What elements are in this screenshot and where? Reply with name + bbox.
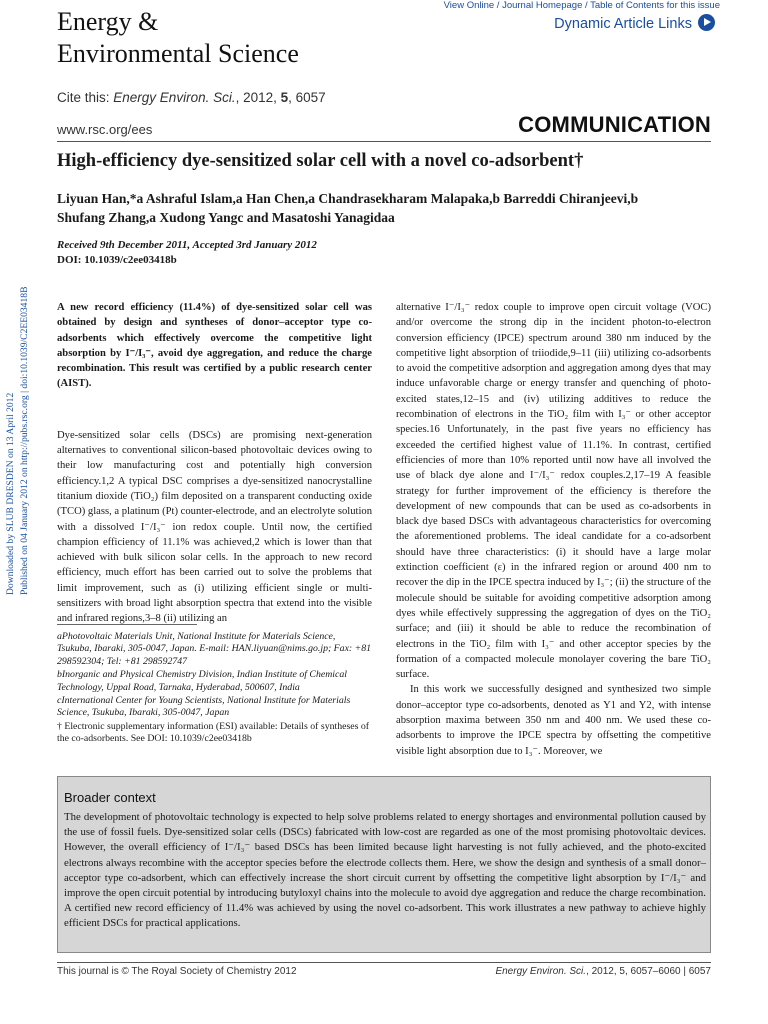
- download-sidebar: [3, 60, 31, 600]
- body-column-left: [57, 300, 372, 627]
- header-divider: [57, 141, 711, 142]
- play-arrow-icon[interactable]: [698, 14, 715, 31]
- journal-url[interactable]: www.rsc.org/ees: [57, 122, 153, 137]
- footer-divider: [57, 962, 711, 963]
- journal-name: [57, 6, 299, 70]
- article-doi[interactable]: DOI: 10.1039/c2ee03418b: [57, 254, 177, 266]
- affiliation-c: cInternational Center for Young Scientists, National Institute for Materials Science, Tsukuba, Ibaraki, 305-0047, Japan: [57, 695, 351, 719]
- article-dates: [57, 238, 317, 268]
- affiliation-footnotes: [57, 631, 372, 747]
- cite-page: , 6057: [288, 90, 326, 105]
- body-paragraph: In this work we successfully designed and synthesized two simple donor–acceptor type co-adsorbents, denoted as Y1 and Y2, with intense absorption maxima between 350 nm and 400 nm. We used these co-adsorbents to improve the IPCE spectra by offsetting the competitive visible light absorption due to I₃⁻. Moreover, we: [396, 684, 711, 757]
- author-line-1: Liyuan Han,*a Ashraful Islam,a Han Chen,a Chandrasekharam Malapaka,b Barreddi Chiranjeevi,b: [57, 191, 639, 206]
- affiliation-a: aPhotovoltaic Materials Unit, National Institute for Materials Science, Tsukuba, Ibaraki, 305-0047, Japan. E-mail: HAN.liyuan@nims.go.jp; Fax: +81 298592304; Tel: +81 298592747: [57, 631, 372, 667]
- footer-journal: Energy Environ. Sci.: [495, 966, 587, 977]
- cite-volume: 5: [280, 90, 289, 105]
- published-on-text[interactable]: Published on 04 January 2012 on http://pubs.rsc.org | doi:10.1039/C2EE03418B: [19, 286, 30, 595]
- article-title: High-efficiency dye-sensitized solar cell with a novel co-adsorbent†: [57, 151, 584, 171]
- article-type: COMMUNICATION: [518, 112, 711, 137]
- broader-context-heading: Broader context: [64, 790, 156, 805]
- author-line-2: Shufang Zhang,a Xudong Yangc and Masatoshi Yanagidaa: [57, 210, 395, 225]
- author-list: [57, 189, 717, 227]
- dynamic-article-links-label[interactable]: Dynamic Article Links: [554, 16, 692, 32]
- broader-context-text: The development of photovoltaic technology is expected to help solve problems related to energy shortages and environmental pollution caused by the use of fossil fuels. Dye-sensitized solar cells (DSCs) fabricated with low-cost are regarded as one of the most promising photovoltaic devices. However, the overall efficiency of I⁻/I₃⁻ based DSCs has been limited because light harvesting is not fully achieved, and the photo-excited electrons always recombine with the acceptor species before the electrode collects them. Here, we show the design and synthesis of a small donor–acceptor type co-adsorbent, which can effectively increase the short circuit current by offsetting the competitive light absorption by I⁻/I₃⁻ and improve the open circuit potential by introducing butyloxyl chains into the molecule to avoid dye aggregation and reduce the charge recombination. A certified new record efficiency of 11.4% was achieved by using the novel co-adsorbent. This work illustrates a new pathway to achieve highly efficient DSCs for practical applications.: [64, 811, 706, 930]
- footnote-divider: [57, 624, 197, 625]
- page-citation: [430, 966, 711, 977]
- abstract: A new record efficiency (11.4%) of dye-sensitized solar cell was obtained by design and syntheses of donor–acceptor type co-adsorbents which effectively overcome the competitive light absorption by I⁻/I₃⁻, avoid dye aggregation, and reduce the charge recombination. This result was certified by a public research center (AIST).: [57, 302, 372, 390]
- affiliation-b: bInorganic and Physical Chemistry Division, Indian Institute of Chemical Technology, Uppal Road, Tarnaka, Hyderabad, 500607, India: [57, 669, 347, 693]
- downloaded-by-text: Downloaded by SLUB DRESDEN on 13 April 2012: [5, 392, 16, 595]
- dynamic-article-links[interactable]: [540, 14, 715, 32]
- copyright-notice: This journal is © The Royal Society of Chemistry 2012: [57, 966, 297, 977]
- body-paragraph: alternative I⁻/I₃⁻ redox couple to improve open circuit voltage (VOC) and/or overcome the strong dip in the incident photon-to-electron conversion efficiency (IPCE) spectrum around 380 nm induced by the competitive light absorption of triiodide,9–11 (iii) utilizing co-adsorbents to avoid the competitive adsorption and aggregation among dyes that may induce unfavorable charge or energy transfer and quenching of photo-excited states,12–15 and (iv) utilizing additives to reduce the recombination of electrons in the TiO₂ film with I₃⁻ or other acceptor species.16 Unfortunately, in the past five years no efficiency has exceeded the certified highest value of 11.1%. In contrast, certified efficiencies of more than 10% reported until now have all involved the use of black dye alone and I⁻/I₃⁻ redox couples.2,17–19 A feasible strategy for further improvement of the efficiency is therefore the development of new compounds that can be used as co-adsorbents in black dye based DSCs with advantageous characteristics for overcoming the aforementioned problems. The ideal candidate for a co-adsorbent should have three characteristics: (i) it should have a large molar extinction coefficient (ε) in the infrared region or around 400 nm to recover the dip in the IPCE spectra induced by I₃⁻; (ii) the structure of the molecule should be suitable for avoiding competitive adsorption among dyes while effectively suppressing the aggregation of dyes on the TiO₂ surface; and (iii) it should be able to reduce the recombination of electrons in the TiO₂ film with I₃⁻ and other acceptor species by the formation of a compacted molecule monolayer covering the bare TiO₂ surface.: [396, 302, 711, 681]
- body-column-right: [396, 300, 711, 759]
- journal-name-line2: Environmental Science: [57, 39, 299, 68]
- cite-prefix: Cite this:: [57, 90, 114, 105]
- journal-navigation-links[interactable]: View Online / Journal Homepage / Table of Contents for this issue: [443, 0, 720, 11]
- cite-journal: Energy Environ. Sci.: [113, 90, 236, 105]
- footer-pages: , 2012, 5, 6057–6060 | 6057: [586, 966, 711, 977]
- esi-note: † Electronic supplementary information (ESI) available: Details of syntheses of the co-adsorbents. See DOI: 10.1039/c2ee03418b: [57, 720, 370, 745]
- cite-year: , 2012,: [235, 90, 281, 105]
- body-paragraph: Dye-sensitized solar cells (DSCs) are promising next-generation alternatives to conventional silicon-based photovoltaic devices owing to their low manufacturing cost and potentially high conversion efficiency.1,2 A typical DSC comprises a dye-sensitized nanocrystalline titanium dioxide (TiO₂) film deposited on a transparent conducting oxide (TCO) glass, a platinum (Pt) counter-electrode, and an electrolyte solution with a dissolved I⁻/I₃⁻ ion redox couple. Until now, the certified champion efficiency of 11.1% was achieved,2 which is lower than that achieved with bulk silicon solar cells. In the approach to new record efficiency, much effort has been carried out to solve the problems that limit improvement, such as (i) utilizing efficient single or multi-sensitizers with broad light absorption spectra that extend into the visible and infrared regions,3–8 (ii) utilizing an: [57, 429, 372, 625]
- received-accepted: Received 9th December 2011, Accepted 3rd January 2012: [57, 239, 317, 251]
- journal-name-line1: Energy &: [57, 7, 159, 36]
- citation-line: [57, 90, 326, 105]
